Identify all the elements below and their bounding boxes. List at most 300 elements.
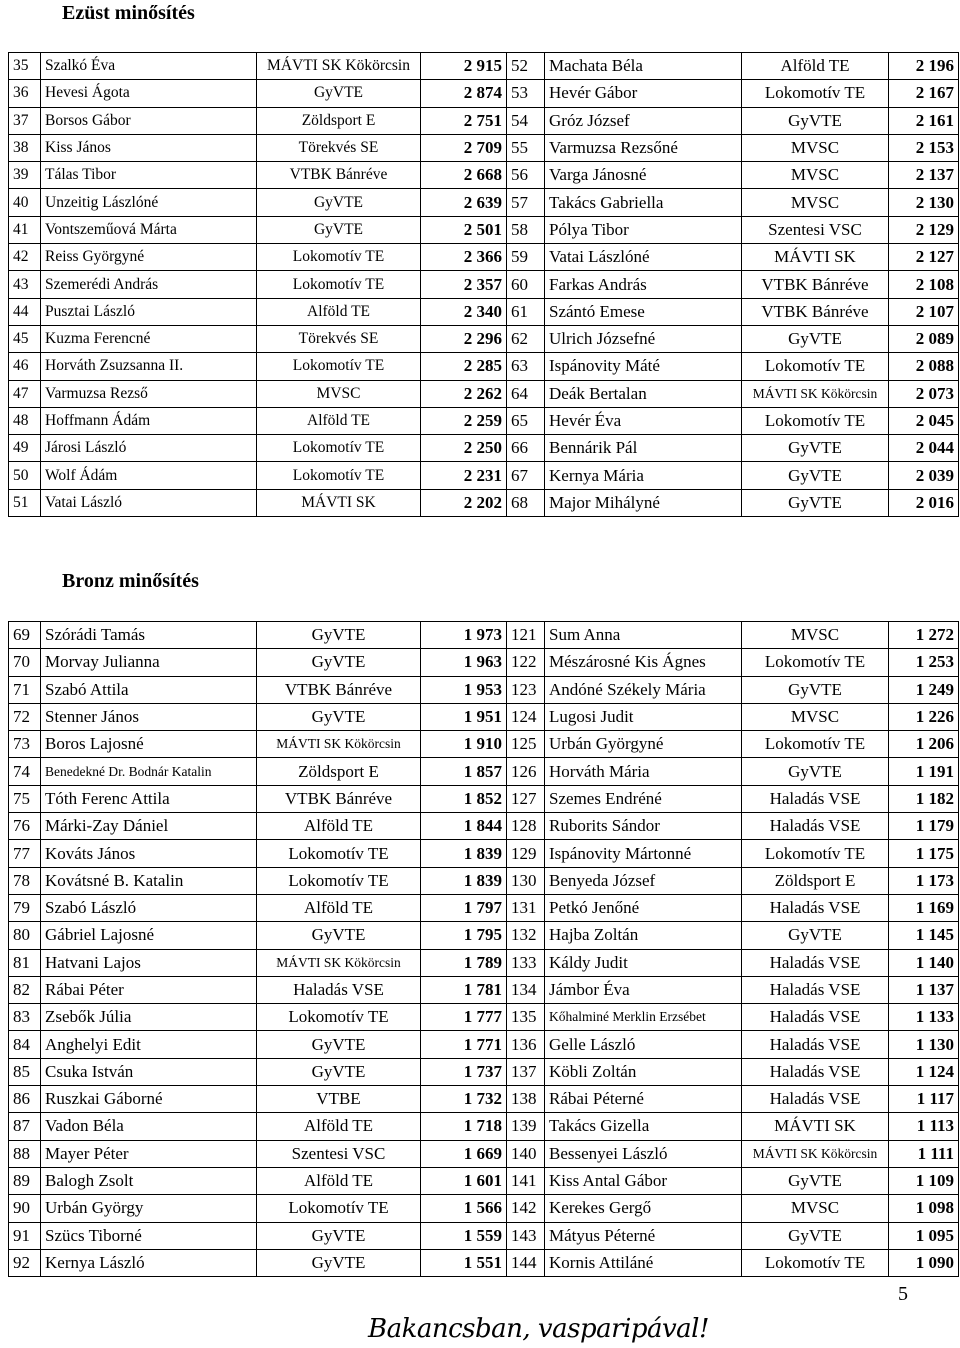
club-left: Lokomotív TE (257, 462, 421, 489)
score-left: 1 789 (421, 949, 507, 976)
score-right: 1 095 (889, 1222, 959, 1249)
rank-left: 73 (9, 731, 41, 758)
table-row (9, 840, 959, 867)
club-right: MVSC (742, 189, 889, 216)
club-left: MÁVTI SK Kökörcsin (257, 949, 421, 976)
name-left: Pusztai László (41, 298, 257, 325)
club-right: Lokomotív TE (742, 407, 889, 434)
club-left: GyVTE (257, 649, 421, 676)
score-left: 2 202 (421, 489, 507, 516)
name-right: Horváth Mária (545, 758, 742, 785)
rank-left: 50 (9, 462, 41, 489)
score-left: 1 559 (421, 1222, 507, 1249)
rank-left: 42 (9, 244, 41, 271)
name-left: Borsos Gábor (41, 107, 257, 134)
club-left: Alföld TE (257, 1113, 421, 1140)
name-right: Vatai Lászlóné (545, 244, 742, 271)
table-row (9, 1058, 959, 1085)
rank-right: 122 (507, 649, 545, 676)
rank-right: 131 (507, 894, 545, 921)
name-left: Járosi László (41, 435, 257, 462)
club-right: GyVTE (742, 1167, 889, 1194)
score-right: 1 124 (889, 1058, 959, 1085)
rank-left: 69 (9, 622, 41, 649)
name-right: Major Mihályné (545, 489, 742, 516)
score-left: 2 668 (421, 162, 507, 189)
score-right: 1 253 (889, 649, 959, 676)
rank-right: 123 (507, 676, 545, 703)
score-right: 2 045 (889, 407, 959, 434)
score-right: 1 191 (889, 758, 959, 785)
rank-right: 143 (507, 1222, 545, 1249)
rank-left: 70 (9, 649, 41, 676)
name-right: Takács Gizella (545, 1113, 742, 1140)
club-right: MVSC (742, 703, 889, 730)
rank-left: 91 (9, 1222, 41, 1249)
name-right: Varga Jánosné (545, 162, 742, 189)
rank-left: 36 (9, 80, 41, 107)
table-row (9, 976, 959, 1003)
table-row (9, 216, 959, 243)
club-right: GyVTE (742, 1222, 889, 1249)
score-right: 2 196 (889, 53, 959, 80)
club-right: GyVTE (742, 325, 889, 352)
score-left: 1 839 (421, 867, 507, 894)
rank-left: 76 (9, 813, 41, 840)
table-row (9, 298, 959, 325)
rank-left: 47 (9, 380, 41, 407)
score-left: 1 795 (421, 922, 507, 949)
name-right: Andóné Székely Mária (545, 676, 742, 703)
rank-right: 129 (507, 840, 545, 867)
name-right: Köbli Zoltán (545, 1058, 742, 1085)
rank-right: 121 (507, 622, 545, 649)
club-right: VTBK Bánréve (742, 271, 889, 298)
club-right: MVSC (742, 162, 889, 189)
table-row (9, 162, 959, 189)
score-left: 1 737 (421, 1058, 507, 1085)
score-right: 2 137 (889, 162, 959, 189)
name-right: Deák Bertalan (545, 380, 742, 407)
club-right: Lokomotív TE (742, 353, 889, 380)
rank-right: 137 (507, 1058, 545, 1085)
club-left: Alföld TE (257, 298, 421, 325)
score-left: 2 639 (421, 189, 507, 216)
table-row (9, 53, 959, 80)
score-right: 1 098 (889, 1195, 959, 1222)
name-left: Hatvani Lajos (41, 949, 257, 976)
score-left: 1 771 (421, 1031, 507, 1058)
table-row (9, 758, 959, 785)
rank-right: 53 (507, 80, 545, 107)
rank-right: 67 (507, 462, 545, 489)
name-left: Kováts János (41, 840, 257, 867)
rank-right: 139 (507, 1113, 545, 1140)
score-right: 1 206 (889, 731, 959, 758)
score-left: 2 285 (421, 353, 507, 380)
club-right: VTBK Bánréve (742, 298, 889, 325)
rank-right: 142 (507, 1195, 545, 1222)
score-right: 1 140 (889, 949, 959, 976)
club-right: Haladás VSE (742, 813, 889, 840)
table-row (9, 1004, 959, 1031)
name-left: Ruszkai Gáborné (41, 1086, 257, 1113)
name-left: Varmuzsa Rezső (41, 380, 257, 407)
rank-right: 64 (507, 380, 545, 407)
table-row (9, 1140, 959, 1167)
table-row (9, 244, 959, 271)
name-right: Gelle László (545, 1031, 742, 1058)
rank-right: 62 (507, 325, 545, 352)
club-right: GyVTE (742, 676, 889, 703)
score-left: 1 839 (421, 840, 507, 867)
club-right: Haladás VSE (742, 1004, 889, 1031)
rank-left: 48 (9, 407, 41, 434)
club-right: GyVTE (742, 758, 889, 785)
score-left: 2 296 (421, 325, 507, 352)
rank-right: 61 (507, 298, 545, 325)
club-right: MÁVTI SK Kökörcsin (742, 1140, 889, 1167)
club-left: VTBE (257, 1086, 421, 1113)
rank-left: 45 (9, 325, 41, 352)
score-right: 1 113 (889, 1113, 959, 1140)
score-right: 2 129 (889, 216, 959, 243)
club-right: Lokomotív TE (742, 80, 889, 107)
name-right: Pólya Tibor (545, 216, 742, 243)
score-left: 1 777 (421, 1004, 507, 1031)
name-left: Boros Lajosné (41, 731, 257, 758)
table-row (9, 1195, 959, 1222)
rank-left: 71 (9, 676, 41, 703)
club-left: MÁVTI SK Kökörcsin (257, 731, 421, 758)
table-row (9, 134, 959, 161)
name-left: Wolf Ádám (41, 462, 257, 489)
club-right: GyVTE (742, 922, 889, 949)
club-right: Alföld TE (742, 53, 889, 80)
table-row (9, 80, 959, 107)
score-left: 2 340 (421, 298, 507, 325)
rank-left: 80 (9, 922, 41, 949)
silver-section-title: Ezüst minősítés (62, 2, 195, 24)
club-right: Lokomotív TE (742, 840, 889, 867)
name-left: Márki-Zay Dániel (41, 813, 257, 840)
name-right: Kiss Antal Gábor (545, 1167, 742, 1194)
club-left: Szentesi VSC (257, 1140, 421, 1167)
name-left: Urbán György (41, 1195, 257, 1222)
name-left: Szabó Attila (41, 676, 257, 703)
name-left: Zsebők Júlia (41, 1004, 257, 1031)
club-right: Haladás VSE (742, 1058, 889, 1085)
name-left: Stenner János (41, 703, 257, 730)
table-row (9, 1222, 959, 1249)
table-row (9, 894, 959, 921)
score-right: 1 173 (889, 867, 959, 894)
name-left: Mayer Péter (41, 1140, 257, 1167)
score-right: 2 073 (889, 380, 959, 407)
club-left: Haladás VSE (257, 976, 421, 1003)
name-left: Gábriel Lajosné (41, 922, 257, 949)
club-right: MÁVTI SK (742, 244, 889, 271)
club-left: Lokomotív TE (257, 435, 421, 462)
name-left: Kuzma Ferencné (41, 325, 257, 352)
table-row (9, 489, 959, 516)
score-left: 2 915 (421, 53, 507, 80)
score-left: 1 781 (421, 976, 507, 1003)
name-right: Kőhalminé Merklin Erzsébet (545, 1004, 742, 1031)
rank-left: 82 (9, 976, 41, 1003)
table-row (9, 271, 959, 298)
rank-right: 58 (507, 216, 545, 243)
rank-left: 75 (9, 785, 41, 812)
score-left: 1 732 (421, 1086, 507, 1113)
score-right: 2 016 (889, 489, 959, 516)
table-row (9, 867, 959, 894)
name-right: Petkó Jenőné (545, 894, 742, 921)
rank-left: 90 (9, 1195, 41, 1222)
club-right: Haladás VSE (742, 1086, 889, 1113)
score-right: 1 133 (889, 1004, 959, 1031)
club-left: Lokomotív TE (257, 244, 421, 271)
name-left: Szücs Tiborné (41, 1222, 257, 1249)
name-left: Kernya László (41, 1249, 257, 1276)
score-right: 2 153 (889, 134, 959, 161)
club-right: GyVTE (742, 107, 889, 134)
club-left: Törekvés SE (257, 325, 421, 352)
club-left: GyVTE (257, 622, 421, 649)
rank-left: 49 (9, 435, 41, 462)
table-row (9, 813, 959, 840)
score-right: 1 272 (889, 622, 959, 649)
club-right: Lokomotív TE (742, 649, 889, 676)
score-left: 1 951 (421, 703, 507, 730)
rank-right: 136 (507, 1031, 545, 1058)
name-right: Takács Gabriella (545, 189, 742, 216)
score-left: 1 910 (421, 731, 507, 758)
club-right: MÁVTI SK (742, 1113, 889, 1140)
score-left: 1 963 (421, 649, 507, 676)
club-left: GyVTE (257, 189, 421, 216)
club-right: Szentesi VSC (742, 216, 889, 243)
club-left: Zöldsport E (257, 758, 421, 785)
name-left: Kovátsné B. Katalin (41, 867, 257, 894)
club-left: MVSC (257, 380, 421, 407)
rank-right: 135 (507, 1004, 545, 1031)
rank-right: 52 (507, 53, 545, 80)
score-right: 1 090 (889, 1249, 959, 1276)
club-left: Lokomotív TE (257, 867, 421, 894)
score-left: 1 551 (421, 1249, 507, 1276)
club-left: Alföld TE (257, 1167, 421, 1194)
score-left: 2 231 (421, 462, 507, 489)
rank-left: 88 (9, 1140, 41, 1167)
score-right: 1 179 (889, 813, 959, 840)
name-right: Kerekes Gergő (545, 1195, 742, 1222)
table-row (9, 649, 959, 676)
club-right: Haladás VSE (742, 785, 889, 812)
club-right: Lokomotív TE (742, 731, 889, 758)
name-left: Kiss János (41, 134, 257, 161)
club-right: MVSC (742, 622, 889, 649)
table-row (9, 325, 959, 352)
club-left: Alföld TE (257, 407, 421, 434)
score-right: 1 182 (889, 785, 959, 812)
club-right: Zöldsport E (742, 867, 889, 894)
name-right: Ruborits Sándor (545, 813, 742, 840)
score-left: 2 366 (421, 244, 507, 271)
table-row (9, 1113, 959, 1140)
rank-left: 44 (9, 298, 41, 325)
rank-left: 37 (9, 107, 41, 134)
club-left: GyVTE (257, 1222, 421, 1249)
name-left: Anghelyi Edit (41, 1031, 257, 1058)
table-row (9, 1031, 959, 1058)
rank-right: 128 (507, 813, 545, 840)
name-right: Kernya Mária (545, 462, 742, 489)
rank-left: 77 (9, 840, 41, 867)
club-right: GyVTE (742, 435, 889, 462)
name-right: Mészárosné Kis Ágnes (545, 649, 742, 676)
score-right: 1 249 (889, 676, 959, 703)
name-right: Benyeda József (545, 867, 742, 894)
rank-left: 83 (9, 1004, 41, 1031)
club-right: MVSC (742, 1195, 889, 1222)
club-left: GyVTE (257, 922, 421, 949)
name-left: Szabó László (41, 894, 257, 921)
rank-right: 57 (507, 189, 545, 216)
rank-left: 39 (9, 162, 41, 189)
rank-left: 43 (9, 271, 41, 298)
rank-left: 35 (9, 53, 41, 80)
name-left: Hevesi Ágota (41, 80, 257, 107)
name-right: Bessenyei László (545, 1140, 742, 1167)
name-right: Ispánovity Máté (545, 353, 742, 380)
name-left: Balogh Zsolt (41, 1167, 257, 1194)
rank-right: 133 (507, 949, 545, 976)
table-row (9, 1167, 959, 1194)
score-right: 2 044 (889, 435, 959, 462)
name-left: Horváth Zsuzsanna II. (41, 353, 257, 380)
name-left: Vatai László (41, 489, 257, 516)
table-row (9, 622, 959, 649)
name-right: Lugosi Judit (545, 703, 742, 730)
club-right: Haladás VSE (742, 949, 889, 976)
club-left: Lokomotív TE (257, 353, 421, 380)
score-left: 2 357 (421, 271, 507, 298)
rank-right: 66 (507, 435, 545, 462)
club-right: Haladás VSE (742, 1031, 889, 1058)
rank-left: 89 (9, 1167, 41, 1194)
name-left: Vadon Béla (41, 1113, 257, 1140)
rank-right: 134 (507, 976, 545, 1003)
footer-slogan: Bakancsban, vasparipával! (368, 1314, 709, 1344)
score-right: 1 175 (889, 840, 959, 867)
rank-left: 81 (9, 949, 41, 976)
club-left: GyVTE (257, 80, 421, 107)
score-right: 1 137 (889, 976, 959, 1003)
name-right: Szántó Emese (545, 298, 742, 325)
rank-right: 127 (507, 785, 545, 812)
table-row (9, 353, 959, 380)
club-left: MÁVTI SK (257, 489, 421, 516)
rank-left: 84 (9, 1031, 41, 1058)
table-row (9, 462, 959, 489)
rank-right: 60 (507, 271, 545, 298)
name-left: Csuka István (41, 1058, 257, 1085)
rank-left: 72 (9, 703, 41, 730)
score-right: 1 111 (889, 1140, 959, 1167)
name-right: Mátyus Péterné (545, 1222, 742, 1249)
name-right: Bennárik Pál (545, 435, 742, 462)
name-right: Jámbor Éva (545, 976, 742, 1003)
name-left: Unzeitig Lászlóné (41, 189, 257, 216)
table-row (9, 703, 959, 730)
name-left: Rábai Péter (41, 976, 257, 1003)
rank-left: 87 (9, 1113, 41, 1140)
club-left: VTBK Bánréve (257, 162, 421, 189)
club-left: Lokomotív TE (257, 271, 421, 298)
name-left: Benedekné Dr. Bodnár Katalin (41, 758, 257, 785)
score-right: 2 088 (889, 353, 959, 380)
name-right: Rábai Péterné (545, 1086, 742, 1113)
rank-right: 130 (507, 867, 545, 894)
score-left: 1 566 (421, 1195, 507, 1222)
rank-right: 140 (507, 1140, 545, 1167)
page-number: 5 (898, 1283, 908, 1305)
club-left: Lokomotív TE (257, 1004, 421, 1031)
name-right: Ispánovity Mártonné (545, 840, 742, 867)
rank-left: 86 (9, 1086, 41, 1113)
score-left: 1 797 (421, 894, 507, 921)
name-right: Hevér Gábor (545, 80, 742, 107)
rank-right: 56 (507, 162, 545, 189)
club-left: Alföld TE (257, 894, 421, 921)
name-left: Szórádi Tamás (41, 622, 257, 649)
name-right: Szemes Endréné (545, 785, 742, 812)
rank-right: 132 (507, 922, 545, 949)
table-row (9, 949, 959, 976)
name-right: Kornis Attiláné (545, 1249, 742, 1276)
score-right: 2 127 (889, 244, 959, 271)
table-row (9, 189, 959, 216)
score-right: 1 226 (889, 703, 959, 730)
name-left: Vontszeműová Márta (41, 216, 257, 243)
table-row (9, 407, 959, 434)
rank-right: 124 (507, 703, 545, 730)
name-right: Hevér Éva (545, 407, 742, 434)
rank-left: 79 (9, 894, 41, 921)
score-left: 1 669 (421, 1140, 507, 1167)
rank-left: 41 (9, 216, 41, 243)
club-left: GyVTE (257, 216, 421, 243)
score-left: 1 973 (421, 622, 507, 649)
name-left: Hoffmann Ádám (41, 407, 257, 434)
table-row (9, 731, 959, 758)
club-right: Haladás VSE (742, 976, 889, 1003)
club-left: VTBK Bánréve (257, 785, 421, 812)
score-left: 1 953 (421, 676, 507, 703)
score-right: 2 108 (889, 271, 959, 298)
club-right: Haladás VSE (742, 894, 889, 921)
score-right: 2 161 (889, 107, 959, 134)
name-left: Morvay Julianna (41, 649, 257, 676)
silver-ranking-table (8, 52, 959, 517)
club-left: Alföld TE (257, 813, 421, 840)
name-right: Urbán Györgyné (545, 731, 742, 758)
table-row (9, 1249, 959, 1276)
table-row (9, 922, 959, 949)
club-left: GyVTE (257, 1249, 421, 1276)
score-right: 1 130 (889, 1031, 959, 1058)
